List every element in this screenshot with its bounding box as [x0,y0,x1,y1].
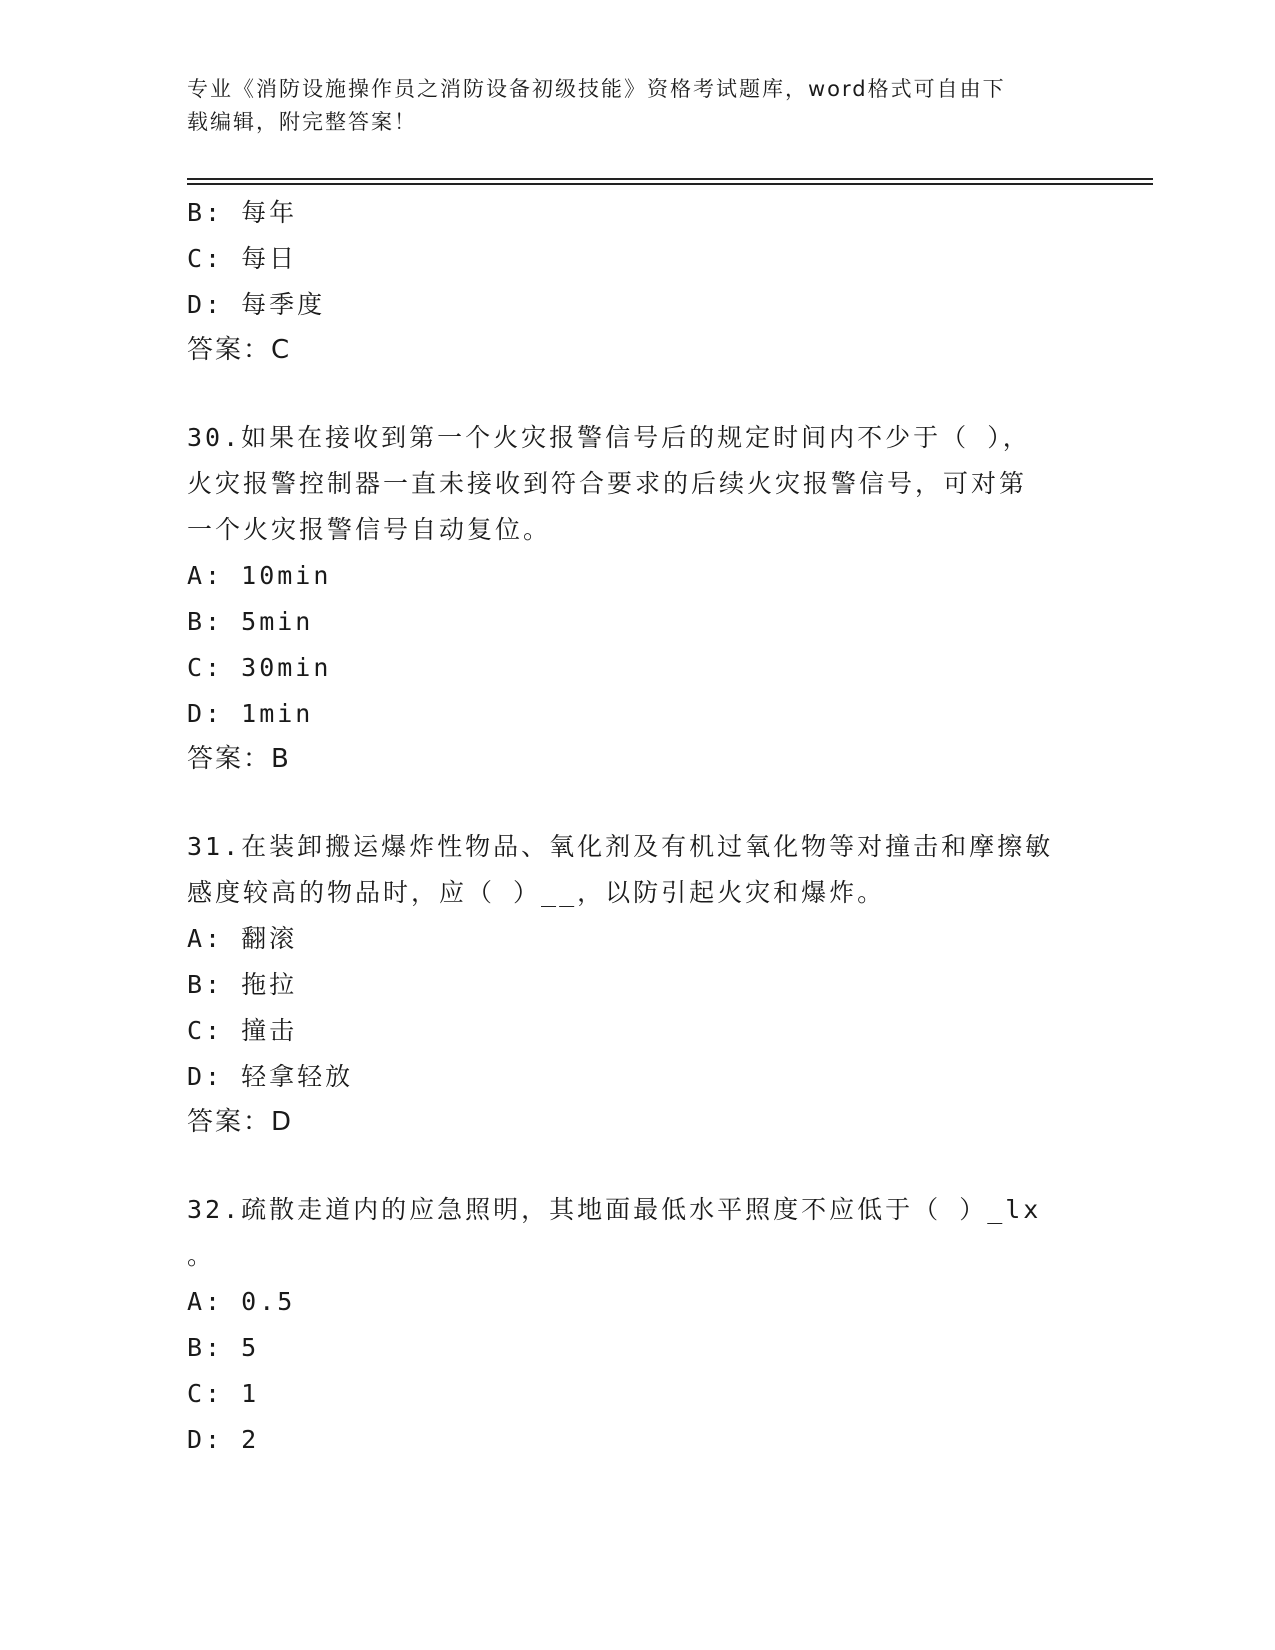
option-a: A: 10min [187,561,332,590]
question-text: 32.疏散走道内的应急照明，其地面最低水平照度不应低于（ ）_lx 。 [187,1195,1042,1270]
question-list [187,190,1087,1463]
option-b: B: 每年 [187,198,298,227]
option-c: C: 每日 [187,244,298,273]
option-d: D: 每季度 [187,290,326,319]
option-b: B: 5min [187,607,314,636]
option-a: A: 0.5 [187,1287,296,1316]
question-32 [187,1187,1087,1463]
question-31 [187,824,1087,1144]
header-divider-top [187,178,1153,180]
option-c: C: 撞击 [187,1016,298,1045]
option-d: D: 1min [187,699,314,728]
option-a: A: 翻滚 [187,924,298,953]
header-line-2: 载编辑，附完整答案！ [187,110,417,134]
question-29-tail [187,190,1087,372]
header-line-1: 专业《消防设施操作员之消防设备初级技能》资格考试题库，word格式可自由下 [187,77,1006,101]
question-text: 31.在装卸搬运爆炸性物品、氧化剂及有机过氧化物等对撞击和摩擦敏 感度较高的物品时，应（ ）__，以防引起火灾和爆炸。 [187,832,1054,907]
option-b: B: 5 [187,1333,260,1362]
option-b: B: 拖拉 [187,970,298,999]
document-header [187,73,1067,139]
header-divider-bottom [187,183,1153,185]
answer: 答案：B [187,744,291,774]
question-text: 30.如果在接收到第一个火灾报警信号后的规定时间内不少于（ ）， 火灾报警控制器一直未接收到符合要求的后续火灾报警信号，可对第 一个火灾报警信号自动复位。 [187,423,1031,544]
answer: 答案：C [187,335,292,365]
question-30 [187,415,1087,781]
option-c: C: 30min [187,653,332,682]
option-c: C: 1 [187,1379,260,1408]
option-d: D: 轻拿轻放 [187,1062,354,1091]
option-d: D: 2 [187,1425,260,1454]
answer: 答案：D [187,1107,294,1137]
